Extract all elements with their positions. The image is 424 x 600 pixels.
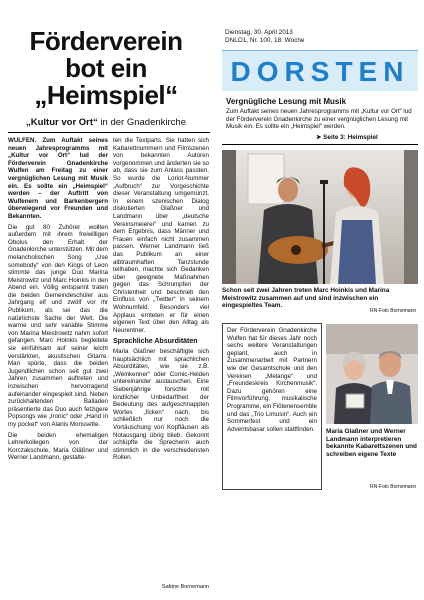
- teaser-divider: [222, 144, 418, 145]
- article-paragraph: Maria Glaßner beschäftigte sich hauptsächlich mit sprachlichen Absurditäten, wie sie z.B. „Weinkenner“ oder Comic-Helden untereinander austauschen. Eine Siebenjährige forschte mit kindlicher Unbedarftheit der Bedeutung des aufgeschnappten Wortes „ficken“ nach, bis schließlich nur noch die Vortäuschung von Kopfläusen als Notausgang übrig blieb. Gekonnt schlüpfte die Sprecherin auch stimmlich in die verschiedensten Rollen.: [113, 348, 209, 462]
- article-paragraph: Die beiden ehemaligen Lehrerkollegen von der Korczakschule, Maria Gläßner und Werner Landmann, gestalte-: [8, 431, 108, 462]
- kicker-rest: in der Gnadenkirche: [97, 117, 186, 128]
- photo-readers-image: [326, 324, 418, 424]
- info-box: [222, 323, 322, 490]
- article-column-1: [8, 137, 108, 592]
- article-paragraph: ten die Textparts. Sie hatten sich Kabarettnummern und Filmszenen von bekannten Autoren vorgenommen und änderten sie so ab, dass sie zum Anlass passten. So wurde die Loriot-Nummer „Aufbruch“ zur Vorgeschichte dieser Veranstaltung umgemünzt. In einem szenischen Dialog diskutierten Glaßner und Landmann über „deutsche Vereinsmeierei“ und kamen zu dem Ergebnis, dass Männer und Frauen einfach nicht zusammen passen. Werner Landmann ließ das Publikum an einer albtraumhaften Tanzstunde teilhaben, machte sich Gedanken über geeignete Maßnahmen gegen das Schrumpfen der Christenheit und beschrieb den Einfluss von „Twitter“ in seinem Wohnumfeld. Besonders viel Applaus ernteten er für einen eigenen Text über den Alltag als Neurentner.: [113, 137, 209, 334]
- issue-meta: [225, 29, 304, 44]
- teaser-page-reference: ➤ Seite 3: Heimspiel: [316, 134, 378, 141]
- article-kicker: [6, 117, 206, 128]
- teaser-title: Vergnügliche Lesung mit Musik: [226, 97, 347, 106]
- headline-line-1: Förderverein: [29, 26, 183, 56]
- info-box-text: Der Förderverein Gnadenkirche Wulfen hat für dieses Jahr noch sechs weitere Veranstaltungen geplant, auch in Zusammenarbeit mit Partnern wie der Gesamtschule und den Vereinen „Melange“ und „Freundeskreis Kirchenmusik“. Dazu gehören eine Filmvorführung, musikalische Programme, ein Flötenensemble und das „Trio Limusin“. Auch ein Sommerfest und ein Adventsbasar sollen stattfinden.: [227, 327, 317, 433]
- photo-duo-image: [222, 150, 418, 284]
- section-banner: [222, 50, 418, 91]
- headline-line-3: „Heimspiel“: [34, 80, 178, 110]
- issue-date: Dienstag, 30. April 2013: [225, 29, 293, 36]
- photo-duo-credit: RN-Foto Bornemann: [370, 308, 417, 314]
- article-lead: WULFEN. Zum Auftakt seines neuen Jahresprogramms mit „Kultur vor Ort“ lud der Förderverein Gnadenkirche Wulfen am Freitag zu einer vergnüglichen Lesung mit Musik ein. Es sollte ein „Heimspiel“ werden – der Auftritt von Wulfenern und Barkenbergern überwiegend vor Freunden und Bekannten.: [8, 137, 108, 220]
- headline-line-2: bot ein: [65, 53, 147, 83]
- photo-duo-caption: Schon seit zwei Jahren treten Marc Hoinkis und Marina Meistrowitz zusammen auf und sind inzwischen ein eingespieltes Team.: [222, 287, 390, 310]
- article-headline: [6, 28, 206, 109]
- photo-readers: [326, 324, 418, 424]
- section-title: DORSTEN: [230, 56, 410, 87]
- article-byline: Sabine Bornemann: [161, 584, 209, 590]
- issue-number: DNLO1, Nr. 100, 18. Woche: [225, 36, 305, 44]
- photo-readers-caption: Maria Glaßner und Werner Landmann interpretieren bekannte Kabarettszenen und schreiben eigene Texte: [326, 428, 417, 458]
- photo-readers-credit: RN-Foto Bornemann: [370, 484, 417, 490]
- article-column-2: [113, 137, 209, 577]
- teaser-body: Zum Auftakt seines neuen Jahresprogramms mit „Kultur vor Ort“ lud der Förderverein Gnadenkirche zu einer vergnüglichen Lesung mit Musik ein. Es sollte ein „Heimspiel“ werden.: [226, 108, 412, 131]
- headline-divider: [8, 132, 210, 133]
- article-subhead: Sprachliche Absurditäten: [113, 338, 198, 346]
- kicker-bold: „Kultur vor Ort“: [26, 117, 98, 128]
- article-paragraph: Die gut 80 Zuhörer wollten außerdem mit ihrem freiwilligen Obolus den Erhalt der Gnadenkirche unterstützen. Mit dem melancholischen Song „Use somebody“ von den Kings of Leon stimmte das junge Duo Marina Meistrowitz und Marc Hoinkis in den Abend ein. Völlig entspannt traten die beiden Gemeindeschüler aus Jahrgang elf und zwölf vor ihr Publikum, als sei das die natürlichste Sache der Welt. Die warme und sehr variable Stimme von Marina Meistrowitz nahm sofort gefangen. Marc Hoinkis begleitete sie einfühlsam auf seiner leicht verstärkten, akustischen Gitarre. Man spürte, dass die beiden Jugendlichen schon seit gut zwei Jahren zusammen auftreten und inzwischen hervorragend aufeinander eingespielt sind. Neben zurückhaltenden Balladen präsentierte das Duo auch fetzigere Popsongs wie „Ironic“ oder „Hand in my pocket“ von Alanis Morissette.: [8, 223, 108, 428]
- photo-duo: [222, 150, 418, 284]
